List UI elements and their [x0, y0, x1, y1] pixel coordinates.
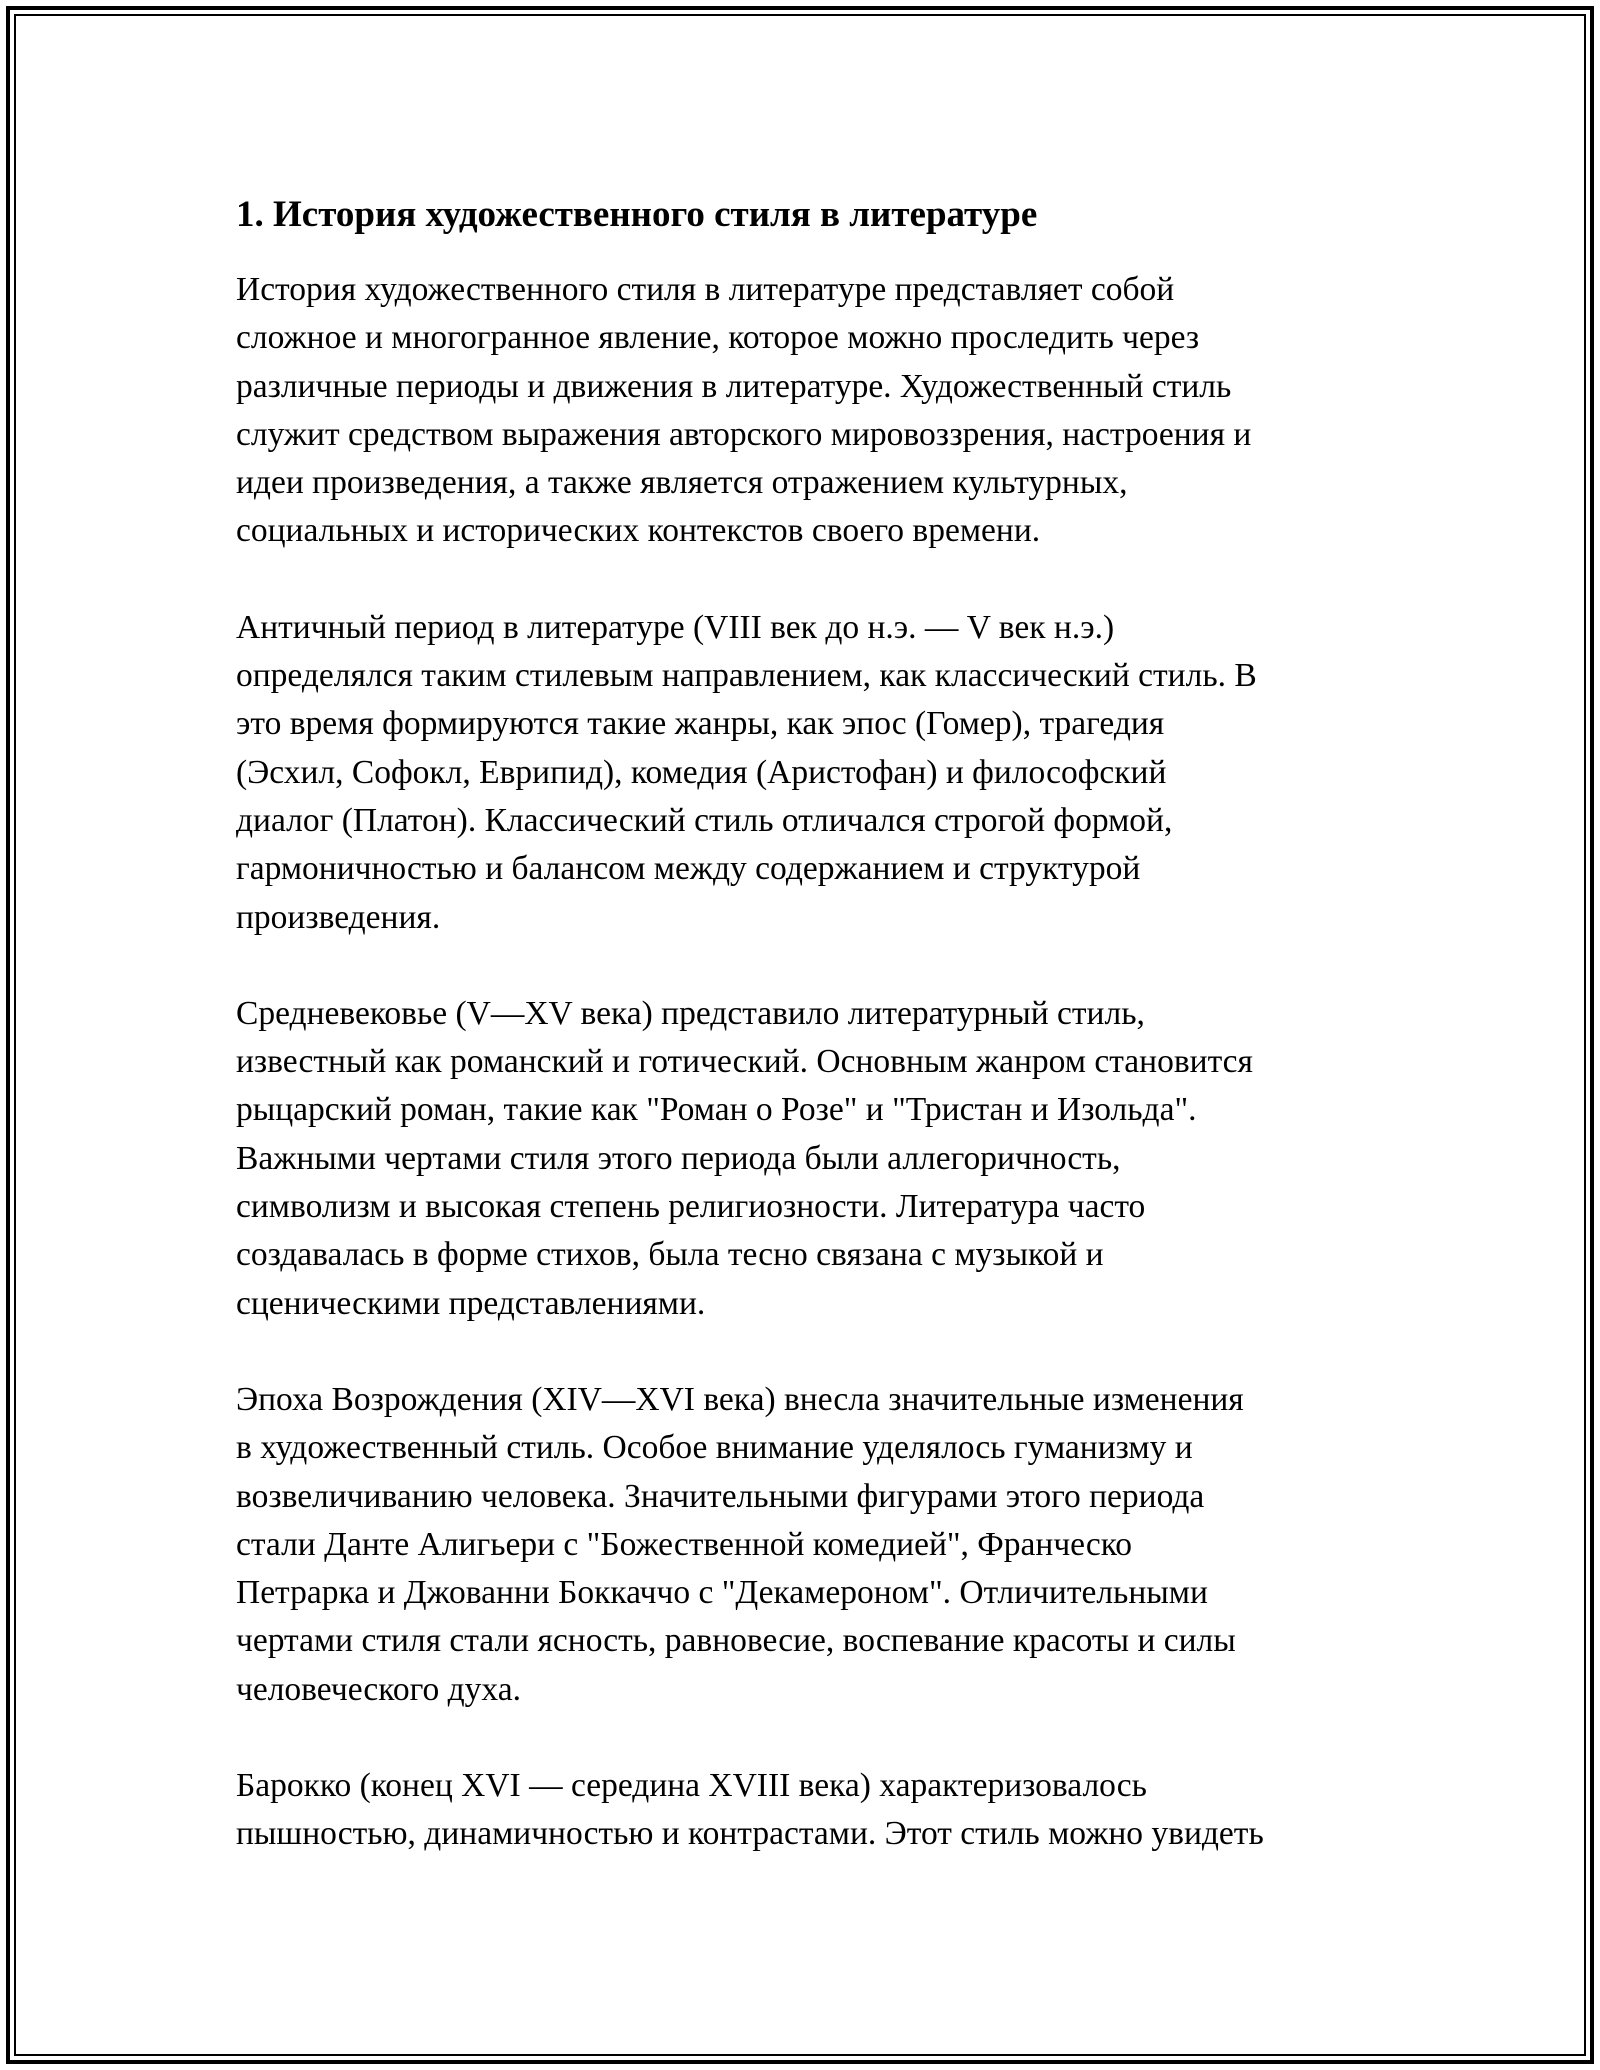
text-line: пышностью, динамичностью и контрастами. Этот стиль можно увидеть: [236, 1815, 1264, 1853]
text-line: рыцарский роман, такие как "Роман о Розе" и "Тристан и Изольда".: [236, 1091, 1197, 1129]
text-line: Античный период в литературе (VIII век до н.э. — V век н.э.): [236, 608, 1115, 646]
text-line: История художественного стиля в литературе представляет собой: [236, 271, 1175, 308]
text-line: в художественный стиль. Особое внимание уделялось гуманизму и: [236, 1429, 1193, 1467]
text-line: создавалась в форме стихов, была тесно связана с музыкой и: [236, 1236, 1104, 1274]
text-line: Важными чертами стиля этого периода были аллегоричность,: [236, 1139, 1121, 1177]
text-line: известный как романский и готический. Основным жанром становится: [236, 1043, 1253, 1081]
text-line: идеи произведения, а также является отражением культурных,: [236, 464, 1128, 502]
text-line: Петрарка и Джованни Боккаччо с "Декамероном". Отличительными: [236, 1574, 1208, 1612]
text-line: Барокко (конец XVI — середина XVIII века) характеризовалось: [236, 1767, 1147, 1805]
paragraph-antiquity: [236, 604, 1376, 942]
paragraph-middle-ages: [236, 990, 1376, 1328]
text-line: определялся таким стилевым направлением, как классический стиль. В: [236, 657, 1257, 695]
text-line: социальных и исторических контекстов своего времени.: [236, 512, 1041, 550]
text-line: это время формируются такие жанры, как эпос (Гомер), трагедия: [236, 705, 1165, 743]
text-line: стали Данте Алигьери с "Божественной комедией", Франческо: [236, 1525, 1133, 1563]
text-line: человеческого духа.: [236, 1670, 521, 1708]
text-line: Эпоха Возрождения (XIV—XVI века) внесла значительные изменения: [236, 1380, 1244, 1418]
text-line: чертами стиля стали ясность, равновесие, воспевание красоты и силы: [236, 1622, 1236, 1660]
paragraph-baroque: [236, 1762, 1376, 1859]
text-line: возвеличиванию человека. Значительными фигурами этого периода: [236, 1477, 1205, 1515]
text-line: служит средством выражения авторского мировоззрения, настроения и: [236, 415, 1252, 453]
text-line: Средневековье (V—XV века) представило литературный стиль,: [236, 994, 1145, 1032]
document-body: [236, 186, 1376, 1907]
text-line: (Эсхил, Софокл, Еврипид), комедия (Аристофан) и философский: [236, 753, 1167, 791]
text-line: сложное и многогранное явление, которое можно проследить через: [236, 319, 1200, 357]
text-line: произведения.: [236, 898, 441, 936]
text-line: диалог (Платон). Классический стиль отличался строгой формой,: [236, 801, 1173, 839]
text-line: гармоничностью и балансом между содержанием и структурой: [236, 850, 1141, 888]
paragraph-intro: [236, 266, 1376, 556]
text-line: символизм и высокая степень религиозности. Литература часто: [236, 1188, 1146, 1226]
text-line: сценическими представлениями.: [236, 1284, 706, 1322]
text-line: различные периоды и движения в литературе. Художественный стиль: [236, 367, 1232, 405]
section-heading: 1. История художественного стиля в литературе: [236, 194, 1038, 235]
paragraph-renaissance: [236, 1376, 1376, 1714]
